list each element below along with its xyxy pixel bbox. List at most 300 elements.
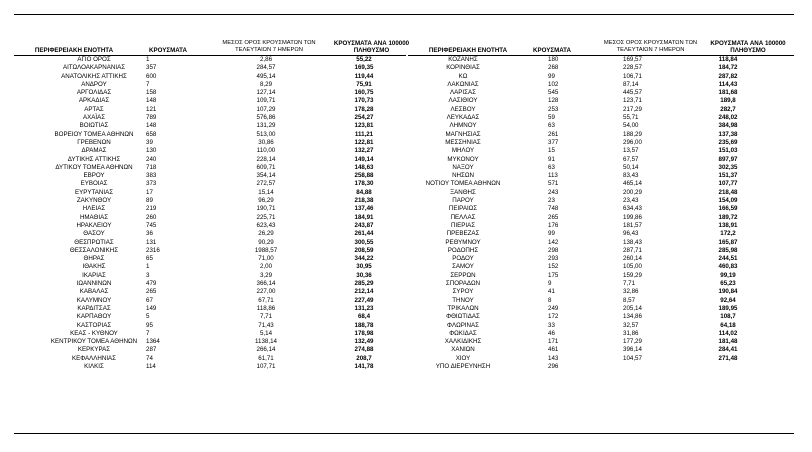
avg-cell: 13,57 xyxy=(623,147,639,155)
region-cell: ΕΥΡΥΤΑΝΙΑΣ xyxy=(74,188,114,196)
table-row xyxy=(14,147,406,155)
region-cell: ΔΥΤΙΚΗΣ ΑΤΤΙΚΗΣ xyxy=(67,155,121,163)
rate-cell: 123,81 xyxy=(354,122,374,130)
avg-cell: 272,57 xyxy=(256,180,276,188)
cases-cell: 7 xyxy=(146,80,150,88)
cases-cell: 1364 xyxy=(146,338,160,346)
avg-cell: 26,29 xyxy=(258,230,274,238)
rate-cell: 189,8 xyxy=(720,97,736,105)
table-row xyxy=(14,263,406,271)
avg-cell: 2,86 xyxy=(259,56,273,63)
table-row xyxy=(408,313,794,321)
table-row xyxy=(408,263,794,271)
avg-cell: 32,57 xyxy=(623,321,639,329)
rate-cell: 274,88 xyxy=(354,346,374,354)
rate-cell: 243,87 xyxy=(354,221,374,229)
cases-cell: 600 xyxy=(146,72,157,80)
region-cell: ΚΑΣΤΟΡΙΑΣ xyxy=(76,321,112,329)
table-row xyxy=(14,322,406,330)
cases-cell: 59 xyxy=(548,114,555,122)
region-cell: ΡΟΔΟΥ xyxy=(452,255,474,263)
region-cell: ΠΑΡΟΥ xyxy=(452,197,474,205)
rate-cell: 184,72 xyxy=(718,64,738,72)
region-cell: ΑΝΔΡΟΥ xyxy=(81,80,107,88)
region-cell: ΙΩΑΝΝΙΝΩΝ xyxy=(76,280,112,288)
rate-cell: 84,88 xyxy=(356,188,372,196)
avg-cell: 445,57 xyxy=(623,89,642,97)
cases-cell: 377 xyxy=(548,138,559,146)
table-row xyxy=(14,255,406,263)
cases-cell: 149 xyxy=(146,304,157,312)
region-cell: ΤΡΙΚΑΛΩΝ xyxy=(447,304,479,312)
cases-cell: 180 xyxy=(548,56,559,63)
avg-cell: 106,71 xyxy=(623,72,642,80)
cases-cell: 293 xyxy=(548,255,559,263)
table-row xyxy=(408,280,794,288)
region-cell: ΡΕΘΥΜΝΟΥ xyxy=(445,238,481,246)
rate-cell: 151,03 xyxy=(718,147,738,155)
table-row xyxy=(408,222,794,230)
header-avg: ΜΕΣΟΣ ΟΡΟΣ ΚΡΟΥΣΜΑΤΩΝ ΤΩΝ ΤΕΛΕΥΤΑΙΩΝ 7 ΗΜΕΡΩΝ xyxy=(603,40,698,53)
region-cell: ΙΚΑΡΙΑΣ xyxy=(82,271,106,279)
table-row xyxy=(408,255,794,263)
cases-cell: 63 xyxy=(548,163,555,171)
table-row xyxy=(14,122,406,130)
rate-cell: 258,88 xyxy=(354,172,374,180)
avg-cell: 1988,57 xyxy=(254,246,278,254)
rate-cell: 151,37 xyxy=(718,172,738,180)
rate-cell: 64,18 xyxy=(720,321,736,329)
table-row xyxy=(408,180,794,188)
region-cell: ΓΡΕΒΕΝΩΝ xyxy=(77,138,111,146)
region-cell: ΞΑΝΘΗΣ xyxy=(450,188,476,196)
region-cell: ΗΛΕΙΑΣ xyxy=(82,205,106,213)
region-cell: ΜΥΚΟΝΟΥ xyxy=(447,155,479,163)
region-cell: ΛΑΚΩΝΙΑΣ xyxy=(447,80,479,88)
table-row xyxy=(408,355,794,363)
cases-cell: 479 xyxy=(146,280,157,288)
cases-cell: 143 xyxy=(548,354,559,362)
region-cell: ΚΩ xyxy=(458,72,468,80)
rate-cell: 107,77 xyxy=(718,180,738,188)
avg-cell: 23,43 xyxy=(623,197,639,205)
rate-cell: 178,28 xyxy=(354,105,374,113)
rate-cell: 897,97 xyxy=(718,155,738,163)
rate-cell: 154,09 xyxy=(718,197,738,205)
rate-cell: 248,02 xyxy=(718,114,738,122)
cases-cell: 261 xyxy=(548,130,559,138)
cases-cell: 114 xyxy=(146,362,156,370)
table-row xyxy=(14,97,406,105)
rate-cell: 218,38 xyxy=(354,197,374,205)
table-row xyxy=(14,89,406,97)
region-cell: ΑΝΑΤΟΛΙΚΗΣ ΑΤΤΙΚΗΣ xyxy=(61,72,127,80)
avg-cell: 177,29 xyxy=(623,338,642,346)
cases-cell: 63 xyxy=(548,122,555,130)
region-cell: ΣΥΡΟΥ xyxy=(452,288,474,296)
rate-cell: 108,7 xyxy=(720,313,736,321)
rate-cell: 285,98 xyxy=(718,246,738,254)
rate-cell: 181,48 xyxy=(718,338,738,346)
cases-cell: 91 xyxy=(548,155,555,163)
cases-cell: 1 xyxy=(146,56,150,63)
table-row xyxy=(408,230,794,238)
cases-cell: 287 xyxy=(146,346,157,354)
rate-cell: 75,91 xyxy=(356,80,372,88)
avg-cell: 90,29 xyxy=(258,238,274,246)
table-row xyxy=(14,81,406,89)
cases-cell: 658 xyxy=(146,130,157,138)
rate-cell: 165,87 xyxy=(718,238,738,246)
region-cell: ΥΠΟ ΔΙΕΡΕΥΝΗΣΗ xyxy=(435,362,491,370)
table-row xyxy=(14,355,406,363)
avg-cell: 396,14 xyxy=(623,346,642,354)
cases-cell: 172 xyxy=(548,313,559,321)
region-cell: ΜΑΓΝΗΣΙΑΣ xyxy=(445,130,481,138)
header-region: ΠΕΡΙΦΕΡΕΙΑΚΗ ΕΝΟΤΗΤΑ xyxy=(428,47,508,54)
avg-cell: 15,14 xyxy=(258,188,274,196)
table-row xyxy=(408,197,794,205)
rate-cell: 285,29 xyxy=(354,280,374,288)
avg-cell: 181,57 xyxy=(623,221,642,229)
table-row xyxy=(408,247,794,255)
cases-cell: 33 xyxy=(548,321,555,329)
region-cell: ΣΕΡΡΩΝ xyxy=(450,271,476,279)
cases-cell: 99 xyxy=(548,230,555,238)
avg-cell: 30,86 xyxy=(258,138,274,146)
table-row xyxy=(14,305,406,313)
rate-cell: 184,91 xyxy=(354,213,374,221)
table-row xyxy=(14,313,406,321)
region-cell: ΑΓΙΟ ΟΡΟΣ xyxy=(77,56,111,63)
avg-cell: 465,14 xyxy=(623,180,642,188)
rate-cell: 344,22 xyxy=(354,255,374,263)
avg-cell: 32,86 xyxy=(623,288,639,296)
region-cell: ΛΕΥΚΑΔΑΣ xyxy=(446,114,480,122)
cases-cell: 15 xyxy=(548,147,555,155)
table-row xyxy=(14,214,406,222)
cases-cell: 718 xyxy=(146,163,157,171)
avg-cell: 71,00 xyxy=(258,255,274,263)
table-row xyxy=(408,122,794,130)
region-cell: ΕΒΡΟΥ xyxy=(83,172,105,180)
avg-cell: 1138,14 xyxy=(255,338,277,346)
table-row xyxy=(14,73,406,81)
avg-cell: 96,43 xyxy=(623,230,639,238)
table-row xyxy=(408,363,794,371)
avg-cell: 188,29 xyxy=(623,130,642,138)
rate-cell: 300,55 xyxy=(354,238,374,246)
avg-cell: 7,71 xyxy=(623,280,636,288)
region-cell: ΝΑΞΟΥ xyxy=(452,163,474,171)
cases-cell: 121 xyxy=(146,105,157,113)
header-rate: ΚΡΟΥΣΜΑΤΑ ΑΝΑ 100000 ΠΛΗΘΥΣΜΟ xyxy=(710,40,786,54)
rate-cell: 189,72 xyxy=(718,213,738,221)
cases-cell: 8 xyxy=(548,296,552,304)
region-cell: ΧΑΝΙΩΝ xyxy=(451,346,475,354)
rate-cell: 119,44 xyxy=(354,72,374,80)
region-cell: ΡΟΔΟΠΗΣ xyxy=(447,246,479,254)
rate-cell: 227,49 xyxy=(354,296,374,304)
rate-cell: 218,48 xyxy=(718,188,738,196)
cases-cell: 131 xyxy=(146,238,157,246)
avg-cell: 105,00 xyxy=(623,263,642,271)
region-cell: ΛΑΡΙΣΑΣ xyxy=(450,89,476,97)
region-cell: ΖΑΚΥΝΘΟΥ xyxy=(76,197,112,205)
region-cell: ΚΟΡΙΝΘΙΑΣ xyxy=(446,64,480,72)
avg-cell: 5,14 xyxy=(259,329,273,337)
cases-cell: 357 xyxy=(146,64,157,72)
table-row xyxy=(14,56,406,64)
rate-cell: 208,7 xyxy=(356,354,372,362)
table-row xyxy=(14,247,406,255)
top-rule xyxy=(14,14,794,15)
rate-cell: 178,98 xyxy=(354,329,374,337)
region-cell: ΦΩΚΙΔΑΣ xyxy=(449,329,477,337)
table-row xyxy=(14,280,406,288)
region-cell: ΔΥΤΙΚΟΥ ΤΟΜΕΑ ΑΘΗΝΩΝ xyxy=(55,163,133,171)
cases-cell: 461 xyxy=(548,346,559,354)
region-cell: ΚΕΡΚΥΡΑΣ xyxy=(77,346,111,354)
right-table-body xyxy=(408,56,794,371)
avg-cell: 134,86 xyxy=(623,313,642,321)
region-cell: ΤΗΝΟΥ xyxy=(452,296,474,304)
header-avg: ΜΕΣΟΣ ΟΡΟΣ ΚΡΟΥΣΜΑΤΩΝ ΤΩΝ ΤΕΛΕΥΤΑΙΩΝ 7 ΗΜΕΡΩΝ xyxy=(222,40,316,53)
cases-cell: 383 xyxy=(146,172,157,180)
region-cell: ΑΧΑΪΑΣ xyxy=(82,114,106,122)
right-header-row xyxy=(408,28,794,54)
table-row xyxy=(408,272,794,280)
avg-cell: 609,71 xyxy=(256,163,276,171)
cases-cell: 219 xyxy=(146,205,157,213)
cases-cell: 176 xyxy=(548,221,559,229)
table-row xyxy=(14,64,406,72)
cases-cell: 253 xyxy=(548,105,559,113)
cases-cell: 1 xyxy=(146,263,150,271)
region-cell: ΗΜΑΘΙΑΣ xyxy=(79,213,109,221)
cases-cell: 789 xyxy=(146,114,157,122)
avg-cell: 260,14 xyxy=(623,255,642,263)
avg-cell: 8,57 xyxy=(623,296,636,304)
cases-cell: 23 xyxy=(548,197,555,205)
region-cell: ΘΗΡΑΣ xyxy=(83,255,105,263)
table-row xyxy=(408,81,794,89)
avg-cell: 107,71 xyxy=(256,362,276,370)
header-cases: ΚΡΟΥΣΜΑΤΑ xyxy=(533,47,571,54)
avg-cell: 104,57 xyxy=(623,354,642,362)
region-cell: ΚΑΡΠΑΘΟΥ xyxy=(76,313,112,321)
avg-cell: 67,71 xyxy=(258,296,274,304)
cases-cell: 240 xyxy=(146,155,157,163)
region-cell: ΚΑΒΑΛΑΣ xyxy=(79,288,109,296)
header-rate: ΚΡΟΥΣΜΑΤΑ ΑΝΑ 100000 ΠΛΗΘΥΣΜΟ xyxy=(333,40,410,54)
avg-cell: 205,14 xyxy=(623,304,642,312)
cases-cell: 9 xyxy=(548,280,552,288)
avg-cell: 634,43 xyxy=(623,205,642,213)
left-header-row xyxy=(14,28,410,54)
rate-cell: 99,19 xyxy=(720,271,736,279)
table-row xyxy=(408,164,794,172)
avg-cell: 138,43 xyxy=(623,238,642,246)
avg-cell: 169,57 xyxy=(623,56,642,63)
table-row xyxy=(408,214,794,222)
table-row xyxy=(408,89,794,97)
rate-cell: 261,44 xyxy=(354,230,374,238)
region-cell: ΑΡΓΟΛΙΔΑΣ xyxy=(76,89,112,97)
region-cell: ΝΗΣΩΝ xyxy=(452,172,474,180)
table-row xyxy=(408,56,794,64)
avg-cell: 83,43 xyxy=(623,172,639,180)
table-row xyxy=(14,272,406,280)
cases-cell: 748 xyxy=(548,205,559,213)
rate-cell: 384,98 xyxy=(718,122,738,130)
cases-cell: 95 xyxy=(146,321,153,329)
table-row xyxy=(408,131,794,139)
region-cell: ΚΕΑΣ - ΚΥΘΝΟΥ xyxy=(70,329,118,337)
avg-cell: 3,29 xyxy=(259,271,273,279)
rate-cell: 111,21 xyxy=(354,130,374,138)
avg-cell: 217,29 xyxy=(623,105,642,113)
rate-cell: 132,27 xyxy=(354,147,374,155)
table-row xyxy=(408,305,794,313)
avg-cell: 366,14 xyxy=(256,280,276,288)
region-cell: ΜΕΣΣΗΝΙΑΣ xyxy=(445,138,481,146)
cases-cell: 268 xyxy=(548,64,559,72)
table-row xyxy=(14,189,406,197)
cases-cell: 7 xyxy=(146,329,150,337)
table-row xyxy=(408,239,794,247)
table-row xyxy=(14,338,406,346)
cases-cell: 2316 xyxy=(146,246,160,254)
region-cell: ΜΗΛΟΥ xyxy=(451,147,475,155)
avg-cell: 127,14 xyxy=(256,89,276,97)
avg-cell: 87,14 xyxy=(623,80,639,88)
region-cell: ΒΟΡΕΙΟΥ ΤΟΜΕΑ ΑΘΗΝΩΝ xyxy=(54,130,134,138)
avg-cell: 2,00 xyxy=(259,263,273,271)
left-table xyxy=(14,28,410,371)
table-row xyxy=(408,172,794,180)
table-row xyxy=(14,114,406,122)
table-row xyxy=(14,222,406,230)
table-row xyxy=(14,131,406,139)
table-row xyxy=(408,338,794,346)
region-cell: ΠΕΛΛΑΣ xyxy=(450,213,476,221)
cases-cell: 171 xyxy=(548,338,559,346)
region-cell: ΛΑΣΙΘΙΟΥ xyxy=(448,97,478,105)
rate-cell: 137,38 xyxy=(718,130,738,138)
rate-cell: 118,84 xyxy=(718,56,738,63)
region-cell: ΛΕΣΒΟΥ xyxy=(450,105,476,113)
avg-cell: 131,29 xyxy=(256,122,276,130)
table-row xyxy=(14,239,406,247)
cases-cell: 128 xyxy=(548,97,559,105)
table-row xyxy=(14,346,406,354)
cases-cell: 41 xyxy=(548,288,555,296)
bottom-rule xyxy=(14,433,794,434)
region-cell: ΚΕΝΤΡΙΚΟΥ ΤΟΜΕΑ ΑΘΗΝΩΝ xyxy=(50,338,138,346)
cases-cell: 36 xyxy=(146,230,153,238)
rate-cell: 30,36 xyxy=(356,271,372,279)
region-cell: ΘΕΣΣΑΛΟΝΙΚΗΣ xyxy=(69,246,119,254)
table-row xyxy=(408,156,794,164)
region-cell: ΠΡΕΒΕΖΑΣ xyxy=(446,230,480,238)
table-row xyxy=(14,156,406,164)
cases-cell: 152 xyxy=(548,263,559,271)
avg-cell: 159,29 xyxy=(623,271,642,279)
cases-cell: 148 xyxy=(146,122,157,130)
region-cell: ΧΑΛΚΙΔΙΚΗΣ xyxy=(444,338,482,346)
table-row xyxy=(14,230,406,238)
rate-cell: 169,35 xyxy=(354,64,374,72)
table-row xyxy=(408,297,794,305)
cases-cell: 265 xyxy=(548,213,559,221)
avg-cell: 54,00 xyxy=(623,122,639,130)
avg-cell: 623,43 xyxy=(256,221,276,229)
rate-cell: 181,68 xyxy=(718,89,738,97)
region-cell: ΒΟΙΩΤΙΑΣ xyxy=(79,122,109,130)
avg-cell: 200,29 xyxy=(623,188,642,196)
region-cell: ΣΠΟΡΑΔΩΝ xyxy=(445,280,481,288)
region-cell: ΘΑΣΟΥ xyxy=(83,230,105,238)
avg-cell: 96,29 xyxy=(258,197,274,205)
rate-cell: 178,30 xyxy=(354,180,374,188)
rate-cell: 122,81 xyxy=(354,138,374,146)
table-row xyxy=(14,180,406,188)
rate-cell: 68,4 xyxy=(357,313,371,321)
table-row xyxy=(408,322,794,330)
rate-cell: 254,27 xyxy=(354,114,374,122)
cases-cell: 39 xyxy=(146,138,153,146)
avg-cell: 118,86 xyxy=(256,304,276,312)
cases-cell: 67 xyxy=(146,296,153,304)
table-row xyxy=(14,363,406,371)
avg-cell: 287,71 xyxy=(623,246,642,254)
rate-cell: 114,02 xyxy=(718,329,738,337)
rate-cell: 132,49 xyxy=(354,338,374,346)
region-cell: ΝΟΤΙΟΥ ΤΟΜΕΑ ΑΘΗΝΩΝ xyxy=(425,180,501,188)
cases-cell: 373 xyxy=(146,180,157,188)
region-cell: ΦΛΩΡΙΝΑΣ xyxy=(447,321,479,329)
region-cell: ΕΥΒΟΙΑΣ xyxy=(80,180,108,188)
table-row xyxy=(408,64,794,72)
table-row xyxy=(408,73,794,81)
cases-cell: 158 xyxy=(146,89,157,97)
table-row xyxy=(408,346,794,354)
table-row xyxy=(14,288,406,296)
cases-cell: 130 xyxy=(146,147,157,155)
rate-cell: 137,46 xyxy=(354,205,374,213)
cases-cell: 148 xyxy=(146,97,157,105)
cases-cell: 74 xyxy=(146,354,153,362)
rate-cell: 55,22 xyxy=(356,56,372,63)
avg-cell: 495,14 xyxy=(256,72,276,80)
avg-cell: 71,43 xyxy=(258,321,274,329)
table-row xyxy=(14,164,406,172)
avg-cell: 576,86 xyxy=(256,114,276,122)
cases-cell: 175 xyxy=(548,271,559,279)
avg-cell: 225,71 xyxy=(256,213,276,221)
rate-cell: 244,51 xyxy=(718,255,738,263)
table-row xyxy=(14,139,406,147)
rate-cell: 212,14 xyxy=(354,288,374,296)
region-cell: ΚΕΦΑΛΛΗΝΙΑΣ xyxy=(71,354,116,362)
avg-cell: 61,71 xyxy=(258,354,274,362)
rate-cell: 188,78 xyxy=(354,321,374,329)
region-cell: ΚΑΛΥΜΝΟΥ xyxy=(76,296,112,304)
avg-cell: 123,71 xyxy=(623,97,642,105)
cases-cell: 102 xyxy=(548,80,559,88)
avg-cell: 50,14 xyxy=(623,163,639,171)
